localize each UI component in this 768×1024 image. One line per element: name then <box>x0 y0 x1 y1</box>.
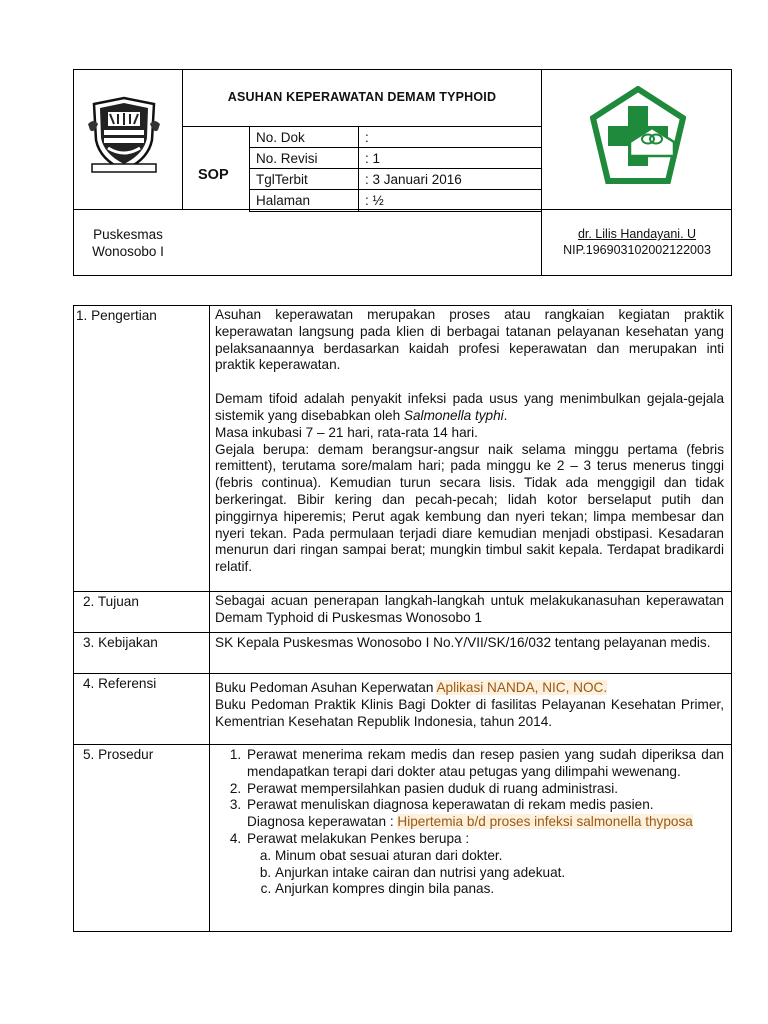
section-content <box>210 306 732 592</box>
procedure-substep: c. Anjurkan kompres dingin bila panas. <box>275 881 724 898</box>
sop-label: SOP <box>198 167 229 183</box>
procedure-substep: b. Anjurkan intake cairan dan nutrisi yang adekuat. <box>275 865 724 882</box>
sop-header <box>73 69 732 276</box>
signer-block <box>542 227 732 258</box>
section-label: 2. Tujuan <box>74 592 210 633</box>
paragraph: Asuhan keperawatan merupakan proses atau rangkaian kegiatan praktik keperawatan langsung pada klien di berbagai tatanan pelayanan kesehatan yang pelaksanaannya berdasarkan kaidah profesi keperawatan dan merupakan inti praktik keperawatan. <box>215 307 724 373</box>
meta-row <box>250 190 542 212</box>
paragraph: Demam tifoid adalah penyakit infeksi pada usus yang menimbulkan gejala-gejala sistemik yang disebabkan oleh Salmonella typhi. <box>215 391 724 423</box>
meta-value: : 3 Januari 2016 <box>359 169 542 190</box>
sop-content-table <box>73 305 732 932</box>
meta-label: Halaman <box>250 190 359 212</box>
section-row-pengertian <box>74 306 732 592</box>
reference-item: Buku Pedoman Asuhan Keperwatan Aplikasi NANDA, NIC, NOC. <box>215 680 608 695</box>
meta-row <box>250 127 542 148</box>
regency-emblem <box>88 94 160 174</box>
puskesmas-logo <box>590 86 686 186</box>
meta-value: : ½ <box>359 190 542 212</box>
signer-nip: NIP.196903102002122003 <box>563 242 711 257</box>
meta-row <box>250 148 542 169</box>
procedure-list <box>215 747 724 898</box>
org-line: Wonosobo I <box>92 244 164 259</box>
section-row-referensi <box>74 674 732 745</box>
section-label: 1. Pengertian <box>74 306 210 592</box>
procedure-step: 1. Perawat menerima rekam medis dan resep pasien yang sudah diperiksa dan mendapatkan terapi dari dokter atau petugas yang dilimpahi wewenang. <box>245 747 724 781</box>
procedure-step: 3. Perawat menuliskan diagnosa keperawatan di rekam medis pasien. Diagnosa keperawatan : Hipertemia b/d proses infeksi salmonella thyposa <box>245 797 724 831</box>
org-line: Puskesmas <box>93 227 163 242</box>
procedure-step: 2. Perawat mempersilahkan pasien duduk di ruang administrasi. <box>245 781 724 798</box>
section-row-kebijakan <box>74 633 732 674</box>
section-content <box>210 745 732 932</box>
section-content <box>210 674 732 745</box>
section-row-prosedur <box>74 745 732 932</box>
section-label: 4. Referensi <box>74 674 210 745</box>
section-label: 3. Kebijakan <box>74 633 210 674</box>
meta-value: : <box>359 127 542 148</box>
paragraph: Masa inkubasi 7 – 21 hari, rata-rata 14 hari. <box>215 424 478 440</box>
procedure-step: 4. Perawat melakukan Penkes berupa : a. Minum obat sesuai aturan dari dokter. b. Anjurkan intake cairan dan nutrisi yang adekuat. c. Anjurkan kompres dingin bila panas. <box>245 831 724 898</box>
procedure-sublist <box>247 848 724 898</box>
meta-row <box>250 169 542 190</box>
section-row-tujuan <box>74 592 732 633</box>
meta-value: : 1 <box>359 148 542 169</box>
section-label: 5. Prosedur <box>74 745 210 932</box>
procedure-substep: a. Minum obat sesuai aturan dari dokter. <box>275 848 724 865</box>
document-title: ASUHAN KEPERAWATAN DEMAM TYPHOID <box>227 90 497 104</box>
organization-name <box>74 226 182 260</box>
paragraph: Gejala berupa: demam berangsur-angsur naik selama minggu pertama (febris remittent), terutama sore/malam hari; pada minggu ke 2 – 3 terus menerus tinggi (febris continua). Kemudian turun secara lisis. Tidak ada menggigil dan tidak berkeringat. Bibir kering dan pecah-pecah; lidah kotor berselaput putih dan pinggirnya hiperemis; Perut agak kembung dan nyeri tekan; limpa membesar dan nyeri tekan. Pada permulaan terjadi diare kemudian menjadi obstipasi. Kesadaran menurun dari ringan sampai berat; mungkin timbul sakit kepala. Terdapat bradikardi relatif. <box>215 441 724 575</box>
meta-label: No. Revisi <box>250 148 359 169</box>
meta-label: No. Dok <box>250 127 359 148</box>
signer-name: dr. Lilis Handayani. U <box>577 227 697 241</box>
document-meta-table <box>249 126 542 212</box>
section-content: Sebagai acuan penerapan langkah-langkah untuk melakukanasuhan keperawatan Demam Typhoid di Puskesmas Wonosobo 1 <box>210 592 732 633</box>
reference-item: Buku Pedoman Praktik Klinis Bagi Dokter di fasilitas Pelayanan Kesehatan Primer, Kementrian Kesehatan Republik Indonesia, tahun 2014. <box>215 696 724 729</box>
meta-label: TglTerbit <box>250 169 359 190</box>
section-content: SK Kepala Puskesmas Wonosobo I No.Y/VII/SK/16/032 tentang pelayanan medis. <box>210 633 732 674</box>
